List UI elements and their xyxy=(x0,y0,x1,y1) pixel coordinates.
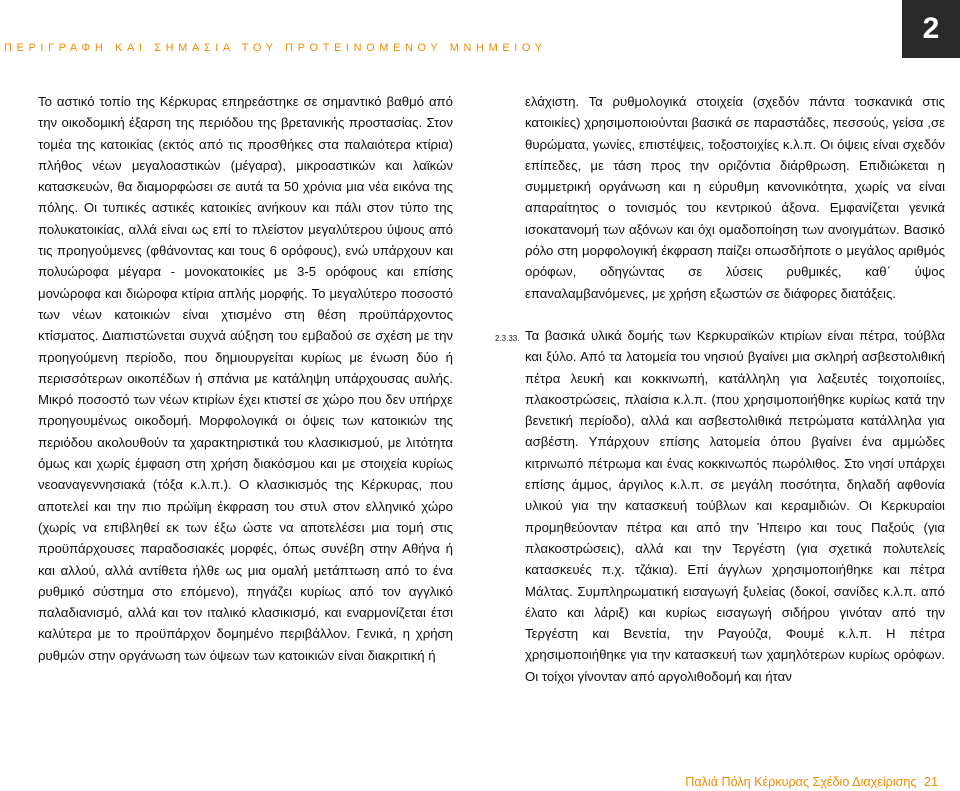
numbered-paragraph xyxy=(495,325,945,687)
page-footer xyxy=(681,775,938,789)
footer-document-title: Παλιά Πόλη Κέρκυρας Σχέδιο Διαχείρισης xyxy=(685,775,917,789)
section-header xyxy=(0,0,900,80)
paragraph-text: Τα βασικά υλικά δομής των Κερκυραϊκών κτιρίων είναι πέτρα, τούβλα και ξύλο. Από τα λατομεία του νησιού βγαίνει μια σκληρή ασβεστολιθική πέτρα λευκή και κοκκινωπή, κατάλληλη για λαξευτές τοιχοποιίες, πλακοστρώσεις, πλαίσια κ.λ.π. (που χρησιμοποιήθηκε κυρίως κατά την βενετική περίοδο), αλλά και ασβεστολιθικά πετρώματα κατάλληλα για ασβέστη. Υπάρχουν επίσης λατομεία όπου βγαίνει ένα αμμώδες κιτρινωπό πέτρωμα και ένας κοκκινωπός πωρόλιθος. Στο νησί υπάρχει επίσης άμμος, άργιλος κ.λ.π. σε μεγάλη ποσότητα, δηλαδή αφθονία υλικού για την κατασκευή τούβλων και κεραμιδιών. Οι Κερκυραίοι προμηθεύονταν πέτρα και από την Ήπειρο και τους Παξούς (για πλακοστρώσεις), αλλά και την Τεργέστη (για σχετικά πολυτελείς κατασκευές π.χ. τζάκια). Επί άγγλων χρησιμοποιήθηκε και πέτρα Μάλτας. Συμπληρωματική εισαγωγή ξυλείας (δοκοί, σανίδες κ.λ.π. από έλατο και λάριξ) και κυρίως εισαγωγή σιδήρου γινόταν από την Τεργέστη και Βενετία, την Ραγούζα, Φουμέ κ.λ.π. Η πέτρα χρησιμοποιήθηκε για την κατασκευή των χαμηλότερων κυρίως ορόφων. Οι τοίχοι γίνονταν από αργολιθοδομή και ήταν xyxy=(525,327,945,684)
right-column xyxy=(495,91,945,687)
chapter-number: 2 xyxy=(922,12,940,45)
body-paragraph: Το αστικό τοπίο της Κέρκυρας επηρεάστηκε σε σημαντικό βαθμό από την οικοδομική έξαρση της περιόδου της βρετανικής προστασίας. Στον τομέα της κατοικίας (εκτός από τις προσθήκες στα παλαιότερα κτίρια) πλήθος νέων μεγαλοαστικών (μέγαρα), μικροαστικών και λαϊκών κατασκευών, θα διαμορφώσει σε αυτά τα 50 χρόνια μια νέα εικόνα της πόλης. Οι τυπικές αστικές κατοικίες ανήκουν και πάλι στον τύπο της πολυκατοικίας, αλλά είναι ως επί το πλείστον μεγαλύτερου ύψους από τις προηγούμενες (φθάνοντας και τους 6 ορόφους), ενώ υπάρχουν και πολυώροφα μέγαρα - μονοκατοικίες με 3-5 ορόφους και επίσης μονώροφα και διώροφα κτίρια απλής μορφής. Το μεγαλύτερο ποσοστό των νέων κατοικιών είναι χτισμένο στη θέση προϋπάρχοντος κτίσματος. Διαπιστώνεται συχνά αύξηση του εμβαδού σε σχέση με την προηγούμενη περίοδο, που δημιουργείται κυρίως με ένωση δύο ή περισσότερων οικοπέδων ή σπάνια με κατάληψη υπάρχουσας αυλής. Μικρό ποσοστό των νέων κτιρίων έχει κτιστεί σε χώρο που δεν υπήρχε προηγουμένως οικοδομή. Μορφολογικά οι όψεις των κατοικιών της περιόδου ακολουθούν τα χαρακτηριστικά του κλασικισμού, με λιτότητα όμως και χωρίς έμφαση στη χρήση διακόσμου και με στοιχεία κυρίως νεοαναγεννησιακά (τόξα κ.λ.π.). Ο κλασικισμός της Κέρκυρας, που αποτελεί και την πιο πρώϊμη έκφραση του στυλ στον ελληνικό χώρο (χωρίς να επιβληθεί εκ των έξω ώστε να αποτελέσει μια τομή στις προϋπάρχουσες παραδοσιακές μορφές, όπως συνέβη στην Αθήνα ή και αλλού, αλλά αντίθετα ήλθε ως μια ομαλή μετάπτωση από το ένα ρυθμικό σύστημα στο επόμενο), πηγάζει κυρίως από τον αγγλικό παλαδιανισμό, αλλά και τον ιταλικό κλασικισμό, και εναρμονίζεται έτσι καλύτερα με το προϋπάρχον δομημένο περιβάλλον. Γενικά, η χρήση ρυθμών στην οργάνωση των όψεων των κατοικιών είναι διακριτική ή xyxy=(38,94,453,663)
paragraph-number: 2.3.33. xyxy=(495,333,520,343)
section-title: ΠΕΡΙΓΡΑΦΗ ΚΑΙ ΣΗΜΑΣΙΑ ΤΟΥ ΠΡΟΤΕΙΝΟΜΕΝΟΥ ΜΝΗΜΕΙΟΥ xyxy=(4,42,547,54)
chapter-number-box xyxy=(902,0,960,58)
body-paragraph: ελάχιστη. Τα ρυθμολογικά στοιχεία (σχεδόν πάντα τοσκανικά στις κατοικίες) χρησιμοποιούνται βασικά σε παραστάδες, πεσσούς, γείσα ,σε θυρώματα, γωνίες, επιστέψεις, τοξοστοιχίες κ.λ.π. Οι όψεις είναι σχεδόν επίπεδες, με τάση προς την οριζόντια διάρθρωση. Επιδιώκεται η συμμετρική οργάνωση και η εύρυθμη κανονικότητα, χωρίς να είναι απαραίτητος ο τονισμός του κεντρικού άξονα. Εμφανίζεται γενικά ισοκατανομή των αξόνων και όχι ομαδοποίηση των ανοιγμάτων. Βασικό ρόλο στη μορφολογική έκφραση παίζει οπωσδήποτε ο μεγάλος αριθμός ορόφων, οδηγώντας σε λύσεις ρυθμικές, καθ΄ ύψος επαναλαμβανόμενες, με χρήση εξωστών σε διάφορες διατάξεις. xyxy=(525,94,945,301)
left-column xyxy=(38,91,453,666)
page-number: 21 xyxy=(923,775,938,789)
